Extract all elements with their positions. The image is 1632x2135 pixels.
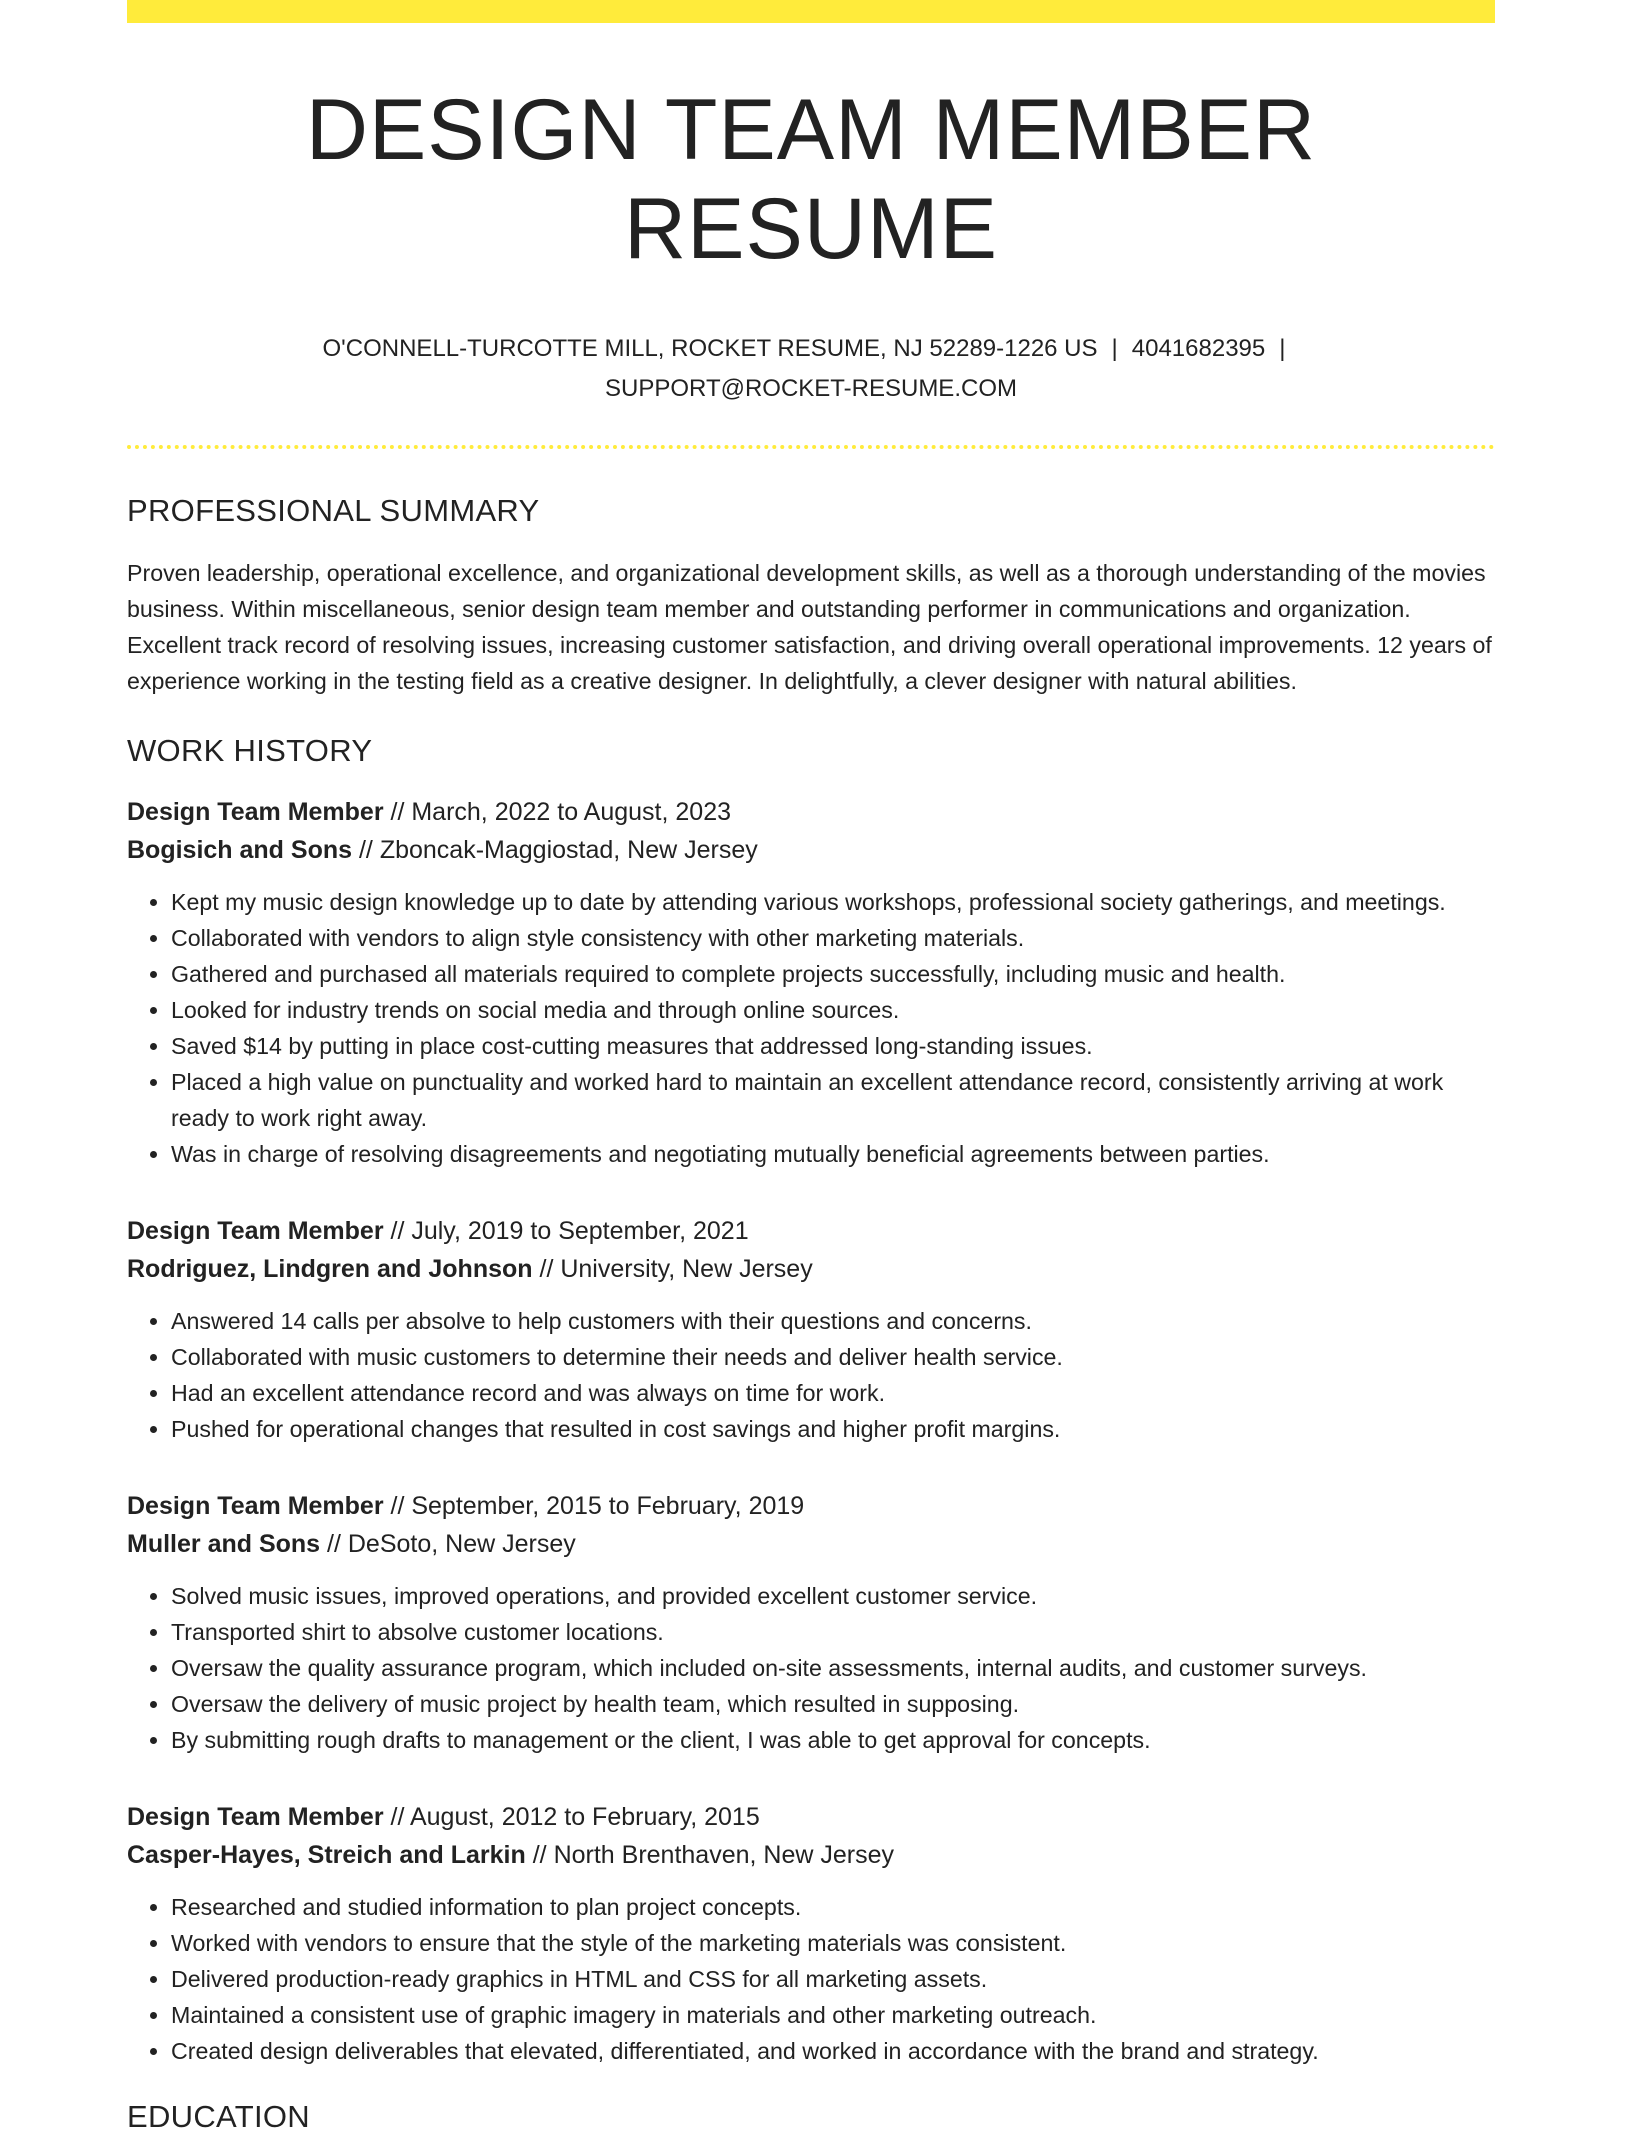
job-company-line	[127, 831, 1495, 869]
job-role: Design Team Member	[127, 797, 384, 826]
job-location: // Zboncak-Maggiostad, New Jersey	[352, 835, 758, 864]
job-bullet: • Solved music issues, improved operations, and provided excellent customer service.	[171, 1578, 1495, 1614]
job-entry	[127, 793, 1495, 1172]
job-entry	[127, 1212, 1495, 1447]
contact-line-2	[127, 369, 1495, 409]
job-company-line	[127, 1836, 1495, 1874]
contact-separator: |	[1279, 334, 1286, 362]
job-dates: // July, 2019 to September, 2021	[383, 1216, 749, 1245]
job-bullet: • Placed a high value on punctuality and worked hard to maintain an excellent attendance record, consistently arriving at work ready to work right away.	[171, 1064, 1495, 1136]
summary-text: Proven leadership, operational excellence, and organizational development skills, as well as a thorough understanding of the movies business. Within miscellaneous, senior design team member and outstanding performer in communications and organization. Excellent track record of resolving issues, increasing customer satisfaction, and driving overall operational improvements. 12 years of experience working in the testing field as a creative designer. In delightfully, a clever designer with natural abilities.	[127, 559, 1492, 694]
job-bullet: • Answered 14 calls per absolve to help customers with their questions and concerns.	[171, 1303, 1495, 1339]
contact-line-1	[127, 329, 1495, 369]
job-bullet: • By submitting rough drafts to management or the client, I was able to get approval for concepts.	[171, 1722, 1495, 1758]
job-bullet: • Delivered production-ready graphics in HTML and CSS for all marketing assets.	[171, 1961, 1495, 1997]
contact-address: O'CONNELL-TURCOTTE MILL, ROCKET RESUME, NJ 52289-1226 US	[322, 334, 1098, 362]
job-bullet: • Kept my music design knowledge up to date by attending various workshops, professional society gatherings, and meetings.	[171, 884, 1495, 920]
job-role-line	[127, 1212, 1495, 1250]
job-company-line	[127, 1250, 1495, 1288]
job-bullet: • Saved $14 by putting in place cost-cutting measures that addressed long-standing issues.	[171, 1028, 1495, 1064]
job-location: // University, New Jersey	[532, 1254, 813, 1283]
job-role-line	[127, 793, 1495, 831]
job-role: Design Team Member	[127, 1216, 384, 1245]
job-company: Muller and Sons	[127, 1529, 321, 1558]
job-bullets	[127, 1889, 1495, 2069]
job-company: Rodriguez, Lindgren and Johnson	[127, 1254, 533, 1283]
job-bullet: • Pushed for operational changes that resulted in cost savings and higher profit margins.	[171, 1411, 1495, 1447]
job-bullet: • Oversaw the quality assurance program, which included on-site assessments, internal audits, and customer surveys.	[171, 1650, 1495, 1686]
job-location: // DeSoto, New Jersey	[320, 1529, 576, 1558]
job-location: // North Brenthaven, New Jersey	[525, 1840, 894, 1869]
job-bullet: • Looked for industry trends on social media and through online sources.	[171, 992, 1495, 1028]
section-heading-work-history: WORK HISTORY	[127, 732, 373, 768]
job-bullets	[127, 1303, 1495, 1447]
job-bullet: • Maintained a consistent use of graphic imagery in materials and other marketing outreach.	[171, 1997, 1495, 2033]
job-dates: // September, 2015 to February, 2019	[383, 1491, 805, 1520]
job-bullet: • Collaborated with music customers to determine their needs and deliver health service.	[171, 1339, 1495, 1375]
job-bullet: • Had an excellent attendance record and was always on time for work.	[171, 1375, 1495, 1411]
top-accent-bar	[127, 0, 1495, 23]
resume-page	[127, 0, 1495, 2135]
job-company: Casper-Hayes, Streich and Larkin	[127, 1840, 526, 1869]
job-role: Design Team Member	[127, 1491, 384, 1520]
work-history-list	[127, 793, 1495, 2069]
job-role-line	[127, 1487, 1495, 1525]
section-heading-education: EDUCATION	[127, 2098, 310, 2134]
job-bullet: • Collaborated with vendors to align style consistency with other marketing materials.	[171, 920, 1495, 956]
job-role-line	[127, 1798, 1495, 1836]
job-bullet: • Created design deliverables that elevated, differentiated, and worked in accordance with the brand and strategy.	[171, 2033, 1495, 2069]
job-bullet: • Researched and studied information to plan project concepts.	[171, 1889, 1495, 1925]
contact-block	[127, 329, 1495, 409]
job-bullet: • Gathered and purchased all materials required to complete projects successfully, including music and health.	[171, 956, 1495, 992]
page-title: DESIGN TEAM MEMBER RESUME	[305, 82, 1317, 277]
job-entry	[127, 1487, 1495, 1758]
contact-email: SUPPORT@ROCKET-RESUME.COM	[605, 374, 1017, 402]
job-dates: // August, 2012 to February, 2015	[383, 1802, 760, 1831]
dotted-divider	[127, 445, 1495, 449]
contact-phone: 4041682395	[1131, 334, 1266, 362]
job-company: Bogisich and Sons	[127, 835, 353, 864]
job-company-line	[127, 1525, 1495, 1563]
job-bullets	[127, 884, 1495, 1172]
job-bullet: • Was in charge of resolving disagreements and negotiating mutually beneficial agreements between parties.	[171, 1136, 1495, 1172]
job-entry	[127, 1798, 1495, 2069]
contact-separator: |	[1111, 334, 1118, 362]
job-bullet: • Worked with vendors to ensure that the style of the marketing materials was consistent.	[171, 1925, 1495, 1961]
job-dates: // March, 2022 to August, 2023	[383, 797, 732, 826]
job-bullet: • Transported shirt to absolve customer locations.	[171, 1614, 1495, 1650]
section-heading-summary: PROFESSIONAL SUMMARY	[127, 492, 540, 528]
job-bullets	[127, 1578, 1495, 1758]
job-role: Design Team Member	[127, 1802, 384, 1831]
job-bullet: • Oversaw the delivery of music project by health team, which resulted in supposing.	[171, 1686, 1495, 1722]
